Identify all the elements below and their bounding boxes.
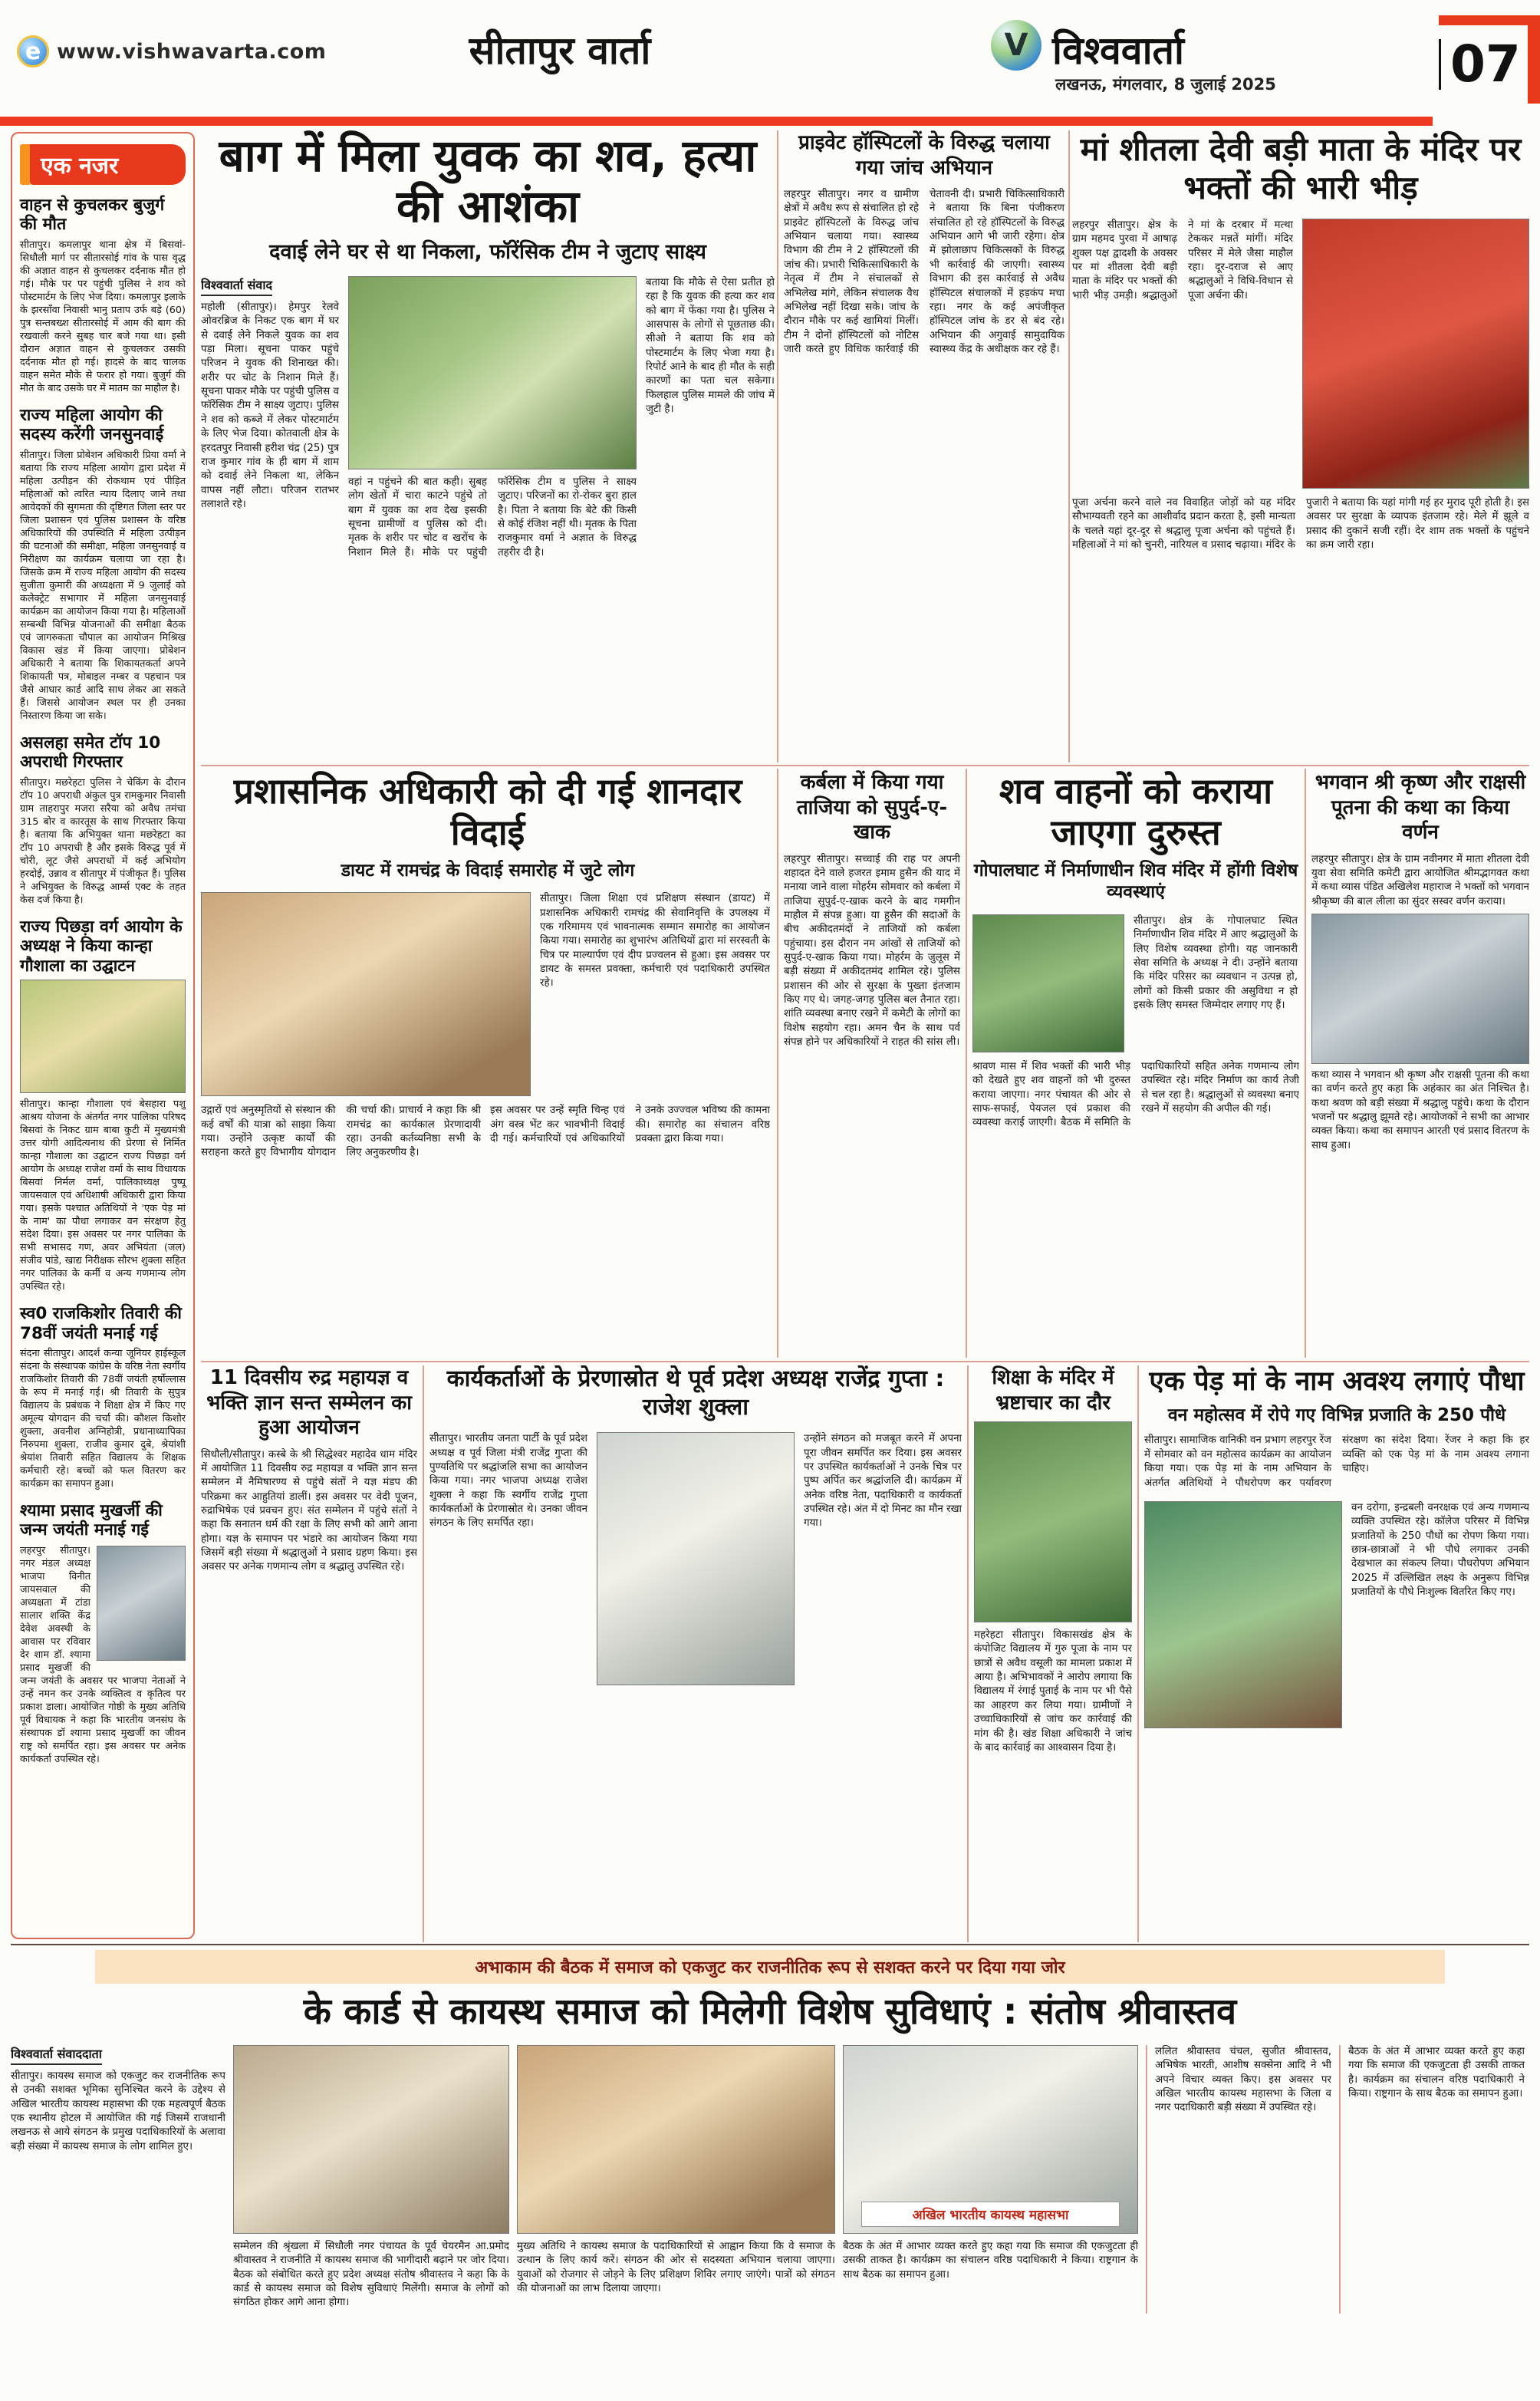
vishwavarta-globe-logo-icon (991, 20, 1041, 71)
story-text: कथा व्यास ने भगवान श्री कृष्ण और राक्षसी पूतना की कथा का वर्णन करते हुए कहा कि अहंकार का अंत निश्चित है। कथा श्रवण को बड़ी संख्या में श्रद्धालु पहुंचे। कथा के दौरान भजनों पर श्रद्धालु झूमते रहे। आयोजकों ने सभी का आभार व्यक्त किया। कथा का समापन आरती एवं प्रसाद वितरण के साथ हुआ। (1311, 1069, 1529, 1151)
headline: एक पेड़ मां के नाम अवश्य लगाएं पौधा (1149, 1366, 1525, 1397)
story-text: लहरपुर सीतापुर। क्षेत्र के ग्राम महमद पुरवा में आषाढ़ शुक्ल पक्ष द्वादशी के अवसर पर मां शीतला देवी बड़ी माता के मंदिर पर भक्तों की भारी भीड़ उमड़ी। श्रद्धालुओं ने मां के दरबार में मत्था टेककर मन्नतें मांगीं। मंदिर परिसर में मेले जैसा माहौल रहा। दूर-दराज से आए श्रद्धालुओं ने विधि-विधान से पूजा अर्चना की। (1072, 219, 1293, 301)
photo-meeting-group-1 (233, 2045, 509, 2234)
story-rajendra-gupta-tribute (429, 1365, 962, 1942)
story-text: लहरपुर सीतापुर। क्षेत्र के ग्राम नवीनगर में माता शीतला देवी युवा सेवा समिति कमेटी द्वारा आयोजित श्रीमद्भागवत कथा में कथा व्यास पंडित अखिलेश महाराज ने भक्तों को भगवान श्रीकृष्ण की बाल लीला का सुंदर सस्वर वर्णन कराया। (1311, 853, 1529, 907)
byline: विश्ववार्ता संवाददाता (11, 2045, 102, 2065)
story-text: महोली (सीतापुर)। हेमपुर रेलवे ओवरब्रिज के निकट एक बाग में घर से दवाई लेने निकले युवक का शव पड़ा मिला। सूचना पाकर पहुंचे परिजन ने युवक की शिनाख्त की। शरीर पर चोट के निशान मिले हैं। सूचना पाकर मौके पर पहुंची पुलिस व फॉरेंसिक टीम ने साक्ष्य जुटाए। पुलिस ने शव को कब्जे में लेकर पोस्टमार्टम के लिए भेज दिया। कोतवाली क्षेत्र के हरदतपुर निवासी हरीश चंद्र (25) पुत्र राज कुमार गांव के ही बाग में शाम को दवाई लेने निकला था, लेकिन वापस नहीं लौटा। परिजन रातभर तलाशते रहे। (201, 301, 339, 510)
text-column (540, 892, 770, 1096)
story-text: वहां न पहुंचने की बात कही। सुबह लोग खेतों में चारा काटने पहुंचे तो बाग में युवक का शव देख इसकी सूचना ग्रामीणों व पुलिस को दी। मृतक के शरीर पर चोट व खरोंच के निशान मिले हैं। मौके पर पहुंची फॉरेंसिक टीम व पुलिस ने साक्ष्य जुटाए। परिजनों का रो-रोकर बुरा हाल है। पिता ने बताया कि बेटे की किसी से कोई रंजिश नहीं थी। मृतक के पिता राजकुमार वर्मा ने अज्ञात के विरुद्ध तहरीर दी है। (348, 476, 637, 558)
row-separator (201, 1361, 1529, 1362)
text-column (804, 1432, 962, 1685)
photo-text-stack (843, 2045, 1138, 2314)
story-text: सीतापुर। जिला शिक्षा एवं प्रशिक्षण संस्थान (डायट) में प्रशासनिक अधिकारी रामचंद्र की सेवानिवृत्ति के उपलक्ष्य में एक गरिमामय एवं भावनात्मक सम्मान समारोह का आयोजन किया गया। समारोह का शुभारंभ अतिथियों द्वारा मां सरस्वती के चित्र पर माल्यार्पण एवं दीप प्रज्वलन से हुआ। इस अवसर पर डायट के समस्त प्रवक्ता, कर्मचारी एवं पदाधिकारी उपस्थित रहे। (540, 893, 770, 990)
photo-mahasabha-group (843, 2045, 1138, 2234)
story-text: श्रावण मास में शिव भक्तों की भारी भीड़ को देखते हुए शव वाहनों को भी दुरुस्त कराया जाएगा। नगर पंचायत की ओर से साफ-सफाई, पेयजल एवं प्रकाश की व्यवस्था कराई जाएगी। बैठक में समिति के पदाधिकारियों सहित अनेक गणमान्य लोग उपस्थित रहे। मंदिर निर्माण का कार्य तेजी से चल रहा है। श्रद्धालुओं से व्यवस्था बनाए रखने में सहयोग की अपील की गई। (972, 1061, 1299, 1129)
brief-headline: राज्य पिछड़ा वर्ग आयोग के अध्यक्ष ने किया कान्हा गौशाला का उद्घाटन (20, 917, 183, 976)
photo-katha-gathering (1311, 914, 1529, 1064)
tree-columns (1144, 1501, 1529, 1728)
bottom-section-rule (11, 1944, 1529, 1945)
photo-column (1302, 219, 1529, 489)
column-separator (777, 769, 778, 1358)
story-text: बैठक के अंत में आभार व्यक्त करते हुए कहा गया कि समाज की एकजुटता ही उसकी ताकत है। कार्यक्रम का संचालन वरिष्ठ पदाधिकारी ने किया। राष्ट्रगान के साथ बैठक का समापन हुआ। (843, 2241, 1138, 2281)
sheetla-columns (1072, 219, 1529, 489)
headline: के कार्ड से कायस्थ समाज को मिलेगी विशेष सुविधाएं : संतोष श्रीवास्तव (303, 1991, 1237, 2033)
column-separator (966, 769, 967, 1358)
headline: मां शीतला देवी बड़ी माता के मंदिर पर भक्तों की भारी भीड़ (1080, 130, 1522, 207)
one-glance-badge (20, 144, 186, 185)
headline: भगवान श्री कृष्ण और राक्षसी पूतना की कथा का किया वर्णन (1315, 771, 1526, 844)
column-separator (1137, 1365, 1139, 1942)
farewell-columns (201, 892, 775, 1096)
brief-body: लहरपुर सीतापुर। नगर मंडल अध्यक्ष भाजपा विनीत जायसवाल की अध्यक्षता में टांडा सालार शक्ति केंद्र देवेश अवस्थी के आवास पर रविवार देर शाम डॉ. श्यामा प्रसाद मुखर्जी की जन्म जयंती के अवसर पर भाजपा नेताओं ने उन्हें नमन कर उनके व्यक्तित्व व कृतित्व पर प्रकाश डाला। आयोजित गोष्ठी के मुख्य अतिथि पूर्व विधायक ने कहा कि भारतीय जनसंघ के संस्थापक डॉ श्यामा प्रसाद मुखर्जी का जीवन राष्ट्र को समर्पित रहा। इस अवसर पर अनेक कार्यकर्ता उपस्थित रहे। (20, 1544, 186, 1765)
story-karbala (784, 770, 960, 1356)
photo-gaushala-inauguration (20, 980, 186, 1093)
ie-browser-icon: e (17, 35, 49, 68)
headline: कार्यकर्ताओं के प्रेरणास्रोत थे पूर्व प्रदेश अध्यक्ष राजेंद्र गुप्ता : राजेश शुक्ला (446, 1365, 945, 1421)
workers-columns (429, 1432, 962, 1685)
text-column (1134, 914, 1298, 1052)
subtitle: गोपालघाट में निर्माणाधीन शिव मंदिर में होंगी विशेष व्यवस्थाएं (973, 860, 1298, 903)
text-column (646, 276, 775, 563)
story-sheetla-temple (1072, 130, 1529, 762)
text-column (201, 1104, 481, 1163)
brief-body: संदना सीतापुर। आदर्श कन्या जूनियर हाईस्कूल संदना के संस्थापक कांग्रेस के वरिष्ठ नेता स्वर्गीय राजकिशोर तिवारी की 78वीं जयंती हर्षोल्लास के रूप में मनाई गई। श्री तिवारी के सुपुत्र विद्यालय के प्रबंधक ने शिक्षा क्षेत्र में किए गए अमूल्य योगदान की चर्चा की। कौशल किशोर शुक्ला, अवनीश अग्निहोत्री, प्रधानाध्यापिका निरुपमा शुक्ला, राजीव कुमार दुबे, श्रेयांशी श्रेयांश तिवारी सहित विद्यालय के शिक्षक कर्मचारी रहे। बच्चों को फल वितरण कर कार्यक्रम का समापन हुआ। (20, 1347, 186, 1490)
story-text: मुख्य अतिथि ने कायस्थ समाज के पदाधिकारियों से आह्वान किया कि वे समाज के उत्थान के लिए कार्य करें। संगठन की ओर से सदस्यता अभियान चलाया जाएगा। युवाओं को रोजगार से जोड़ने के लिए प्रशिक्षण शिविर लगाए जाएंगे। पात्रों को संगठन की योजनाओं का लाभ दिलाया जाएगा। (517, 2241, 835, 2295)
text-column (1146, 2045, 1331, 2314)
brief-headline: श्यामा प्रसाद मुखर्जी की जन्म जयंती मनाई गई (20, 1501, 163, 1540)
brief-body: सीतापुर। मछरेहटा पुलिस ने चेकिंग के दौरान टॉप 10 अपराधी अंकुल पुत्र रामकुमार निवासी ग्राम ताहरापुर मजरा सरैया को अवैध तमंचा 315 बोर व कारतूस के साथ गिरफ्तार किया है। बताया कि अभियुक्त थाना मछरेहटा का टॉप 10 अपराधी है और इसके विरुद्ध पूर्व में चोरी, लूट जैसे अपराधों में कई अभियोग हरदोई, उन्नाव व सीतापुर में पंजीकृत हैं। पुलिस ने अभियुक्त के विरुद्ध आर्म्स एक्ट के तहत केस दर्ज किया है। (20, 776, 186, 906)
photo-shiv-mandir (972, 914, 1124, 1052)
text-column (490, 1104, 770, 1163)
story-text: वन दरोगा, इन्द्रबली वनरक्षक एवं अन्य गणमान्य व्यक्ति उपस्थित रहे। कॉलेज परिसर में विभिन्न प्रजातियों के 250 पौधों का रोपण किया गया। छात्र-छात्राओं ने भी पौधे लगाकर उनकी देखभाल का संकल्प लिया। पौधरोपण अभियान 2025 में उल्लिखित लक्ष्य के अनुरूप विभिन्न प्रजातियों के पौधे निःशुल्क वितरित किए गए। (1351, 1501, 1529, 1599)
photo-farewell-ceremony (201, 892, 531, 1096)
story-text: लहरपुर सीतापुर। सच्चाई की राह पर अपनी शहादत देने वाले हजरत इमाम हुसैन की याद में मनाया जाने वाला मोहर्रम सोमवार को कर्बला में ताजिया सुपुर्द-ए-खाक करने के बाद गमगीन माहौल में संपन्न हुआ। या हुसैन की सदाओं के बीच अकीदतमंदों ने ताजियों को कर्बला पहुंचाया। इस दौरान नम आंखों से ताजियों को सुपुर्द-ए-खाक किया गया। मोहर्रम के जुलूस में बड़ी संख्या में अकीदतमंद शामिल रहे। पुलिस प्रशासन की ओर से सुरक्षा के पुख्ता इंतजाम किए गए थे। जगह-जगह पुलिस बल तैनात रहा। शांति व्यवस्था बनाए रखने में कमेटी के लोगों का विशेष सहयोग रहा। अमन चैन के साथ पर्व संपन्न होने पर अधिकारियों ने राहत की सांस ली। (784, 853, 960, 1049)
story-text: महरेहटा सीतापुर। विकासखंड क्षेत्र के कंपोजिट विद्यालय में गुरु पूजा के नाम पर छात्रों से अवैध वसूली का मामला प्रकाश में आया है। अभिभावकों ने आरोप लगाया कि विद्यालय में रंगाई पुताई के नाम पर भी पैसे का आहरण कर लिया गया। ग्रामीणों ने उच्चाधिकारियों से जांच कर कार्रवाई की मांग की है। खंड शिक्षा अधिकारी ने जांच के बाद कार्रवाई का आश्वासन दिया है। (974, 1629, 1132, 1754)
brief-body: सीतापुर। कान्हा गौशाला एवं बेसहारा पशु आश्रय योजना के अंतर्गत नगर पालिका परिषद बिसवां के निकट ग्राम बाबा कुटी में मुख्यमंत्री उत्तर योगी आदित्यनाथ की प्रेरणा से निर्मित कान्हा गौशाला का उद्घाटन राज्य पिछड़ा वर्ग आयोग के अध्यक्ष राजेश वर्मा के साथ विधायक बिसवां निर्मल वर्मा, पालिकाध्यक्ष पुष्पू जायसवाल एवं अधिशाषी अधिकारी द्वारा किया गया। इसके पश्चात अतिथियों ने 'एक पेड़ मां के नाम' का पौधा लगाकर वन संरक्षण हेतु संदेश दिया। इस अवसर पर नगर पालिका के सभी सभासद गण, अवर अभियंता (जल) संजीव पांडे, खाद्य निरीक्षक सौरभ शुक्ला सहित नगर पालिका के कर्मी व अन्य गणमान्य लोग उपस्थित रहे। (20, 1098, 186, 1293)
one-glance-label: एक नजर (30, 144, 186, 185)
section-title: सीतापुर वार्ता (469, 28, 651, 73)
badge-orange-strip (20, 144, 30, 185)
story-private-hospitals (784, 130, 1065, 762)
story-text: सम्मेलन की श्रृंखला में सिधौली नगर पंचायत के पूर्व चेयरमैन आ.प्रमोद श्रीवास्तव ने राजनीति में कायस्थ समाज की भागीदारी बढ़ाने पर जोर दिया। बैठक को संबोधित करते हुए प्रदेश अध्यक्ष संतोष श्रीवास्तव ने कहा कि के कार्ड से कायस्थ समाज को विशेष सुविधाएं मिलेंगी। समाज के लोगों को संगठित होकर आगे आना होगा। (233, 2241, 509, 2309)
center-column (348, 276, 637, 563)
subtitle: डायट में रामचंद्र के विदाई समारोह में जुटे लोग (341, 860, 635, 881)
photo-sapling-planting (1144, 1501, 1342, 1728)
story-education-corruption (974, 1365, 1132, 1942)
one-glance-column (11, 132, 195, 1939)
kicker-strip: अभाकाम की बैठक में समाज को एकजुट कर राजनीतिक रूप से सशक्त करने पर दिया गया जोर (95, 1950, 1445, 1984)
story-krishna-katha (1311, 770, 1529, 1356)
photo-mukherjee-anniversary (97, 1546, 186, 1661)
brief-body: सीतापुर। कमलापुर थाना क्षेत्र में बिसवां-सिधौली मार्ग पर सीतारसोई गांव के पास वृद्ध की अज्ञात वाहन से कुचलकर दर्दनाक मौत हो गई। मौके पर पर पहुंची पुलिस ने शव को पोस्टमार्टम के लिए भेज दिया। कमलापुर इलाके के झरसाँवा निवासी भानु प्रताप उर्फ बड़े (60) पुत्र सन्तबख्श सीतारसोई में आम की बाग की रखवाली करने सुबह चार बजे गया था। इसी दौरान अज्ञात वाहन से कुचलकर उसकी दर्दनाक मौत हो गई। हादसे के बाद चालक वाहन समेत मौके से फरार हो गया। बुजुर्ग की मौत के बाद उसके घर में मातम का माहौल है। (20, 239, 186, 394)
hearse-columns (972, 914, 1299, 1052)
page-number: 07 (1439, 39, 1521, 90)
brief-headline: असलहा समेत टॉप 10 अपराधी गिरफ्तार (20, 733, 161, 772)
story-text: उन्होंने संगठन को मजबूत करने में अपना पूरा जीवन समर्पित कर दिया। इस अवसर पर उपस्थित कार्यकर्ताओं ने उनके चित्र पर पुष्प अर्पित कर श्रद्धांजलि दी। कार्यक्रम में अनेक वरिष्ठ नेता, पदाधिकारी व कार्यकर्ता उपस्थित रहे। अंत में दो मिनट का मौन रखा गया। (804, 1433, 962, 1530)
story-tree-plantation (1144, 1365, 1529, 1942)
story-text: बताया कि मौके से ऐसा प्रतीत हो रहा है कि युवक की हत्या कर शव को बाग में फेंका गया है। पुलिस ने आसपास के लोगों से पूछताछ की। सीओ ने बताया कि शव को पोस्टमार्टम के लिए भेजा गया है। रिपोर्ट आने के बाद ही मौत के सही कारणों का पता चल सकेगा। फिलहाल पुलिस मामले की जांच में जुटी है। (646, 276, 775, 416)
headline: प्रशासनिक अधिकारी को दी गई शानदार विदाई (233, 770, 742, 854)
text-column (1351, 1501, 1529, 1728)
column-separator (777, 130, 778, 762)
photo-crowd-orchard (348, 276, 637, 469)
text-column (11, 2045, 225, 2314)
story-rudra-mahayagya (201, 1365, 417, 1942)
photo-meeting-speakers (517, 2045, 835, 2234)
header-rule (0, 117, 1433, 126)
story-body-found (201, 130, 775, 762)
photo-text-stack (517, 2045, 835, 2314)
story-text: सिधौली/सीतापुर। कस्बे के श्री सिद्धेश्वर महादेव धाम मंदिर में आयोजित 11 दिवसीय रुद्र महायज्ञ व भक्ति ज्ञान सन्त सम्मेलन में नैमिषारण्य से पहुंचे संतों ने यज्ञ मंडप की परिक्रमा कर आहुतियां डालीं। इस अवसर पर वेदी पूजन, रुद्राभिषेक एवं प्रवचन हुए। संत सम्मेलन में पहुंचे संतों ने कहा कि सनातन धर्म की रक्षा के लिए सभी को आगे आना होगा। यज्ञ के समापन पर भंडारे का आयोजन किया गया जिसमें बड़ी संख्या में श्रद्धालुओं ने प्रसाद ग्रहण किया। इस अवसर पर अनेक गणमान्य लोग व श्रद्धालु उपस्थित रहे। (201, 1448, 417, 1573)
main-subtitle: दवाई लेने घर से था निकला, फॉरेंसिक टीम ने जुटाए साक्ष्य (269, 240, 706, 265)
brand-name: विश्ववार्ता (1052, 28, 1184, 73)
photo-banner-text: अखिल भारतीय कायस्थ महासभा (861, 2202, 1120, 2227)
headline: 11 दिवसीय रुद्र महायज्ञ व भक्ति ज्ञान सन्त सम्मेलन का हुआ आयोजन (206, 1366, 412, 1439)
text-column (1072, 219, 1293, 489)
photo-text-stack (233, 2045, 509, 2314)
photo-tribute-meeting (597, 1432, 795, 1685)
page-number-box (1439, 15, 1540, 104)
photo-column (597, 1432, 795, 1685)
row-separator (201, 765, 1529, 766)
headline: कर्बला में किया गया ताजिया को सुपुर्द-ए-खाक (796, 771, 948, 844)
website-url: www.vishwavarta.com (57, 40, 327, 64)
story-kayastha-mahasabha (11, 1950, 1529, 2392)
text-column (1339, 2045, 1525, 2314)
column-separator (423, 1365, 424, 1942)
logo-letter: V (1004, 28, 1028, 63)
headline: शिक्षा के मंदिर में भ्रष्टाचार का दौर (992, 1366, 1114, 1415)
farewell-lower (201, 1104, 775, 1163)
photo-column (972, 914, 1124, 1052)
main-headline: बाग में मिला युवक का शव, हत्या की आशंका (219, 130, 757, 233)
story-text: पूजा अर्चना करने वाले नव विवाहित जोड़ों को यह मंदिर सौभाग्यवती रहने का आशीर्वाद प्रदान करता है, इसी मान्यता के चलते यहां दूर-दूर से श्रद्धालु पूजा अर्चना को पहुंचते हैं। महिलाओं ने मां को चुनरी, नारियल व प्रसाद चढ़ाया। मंदिर के पुजारी ने बताया कि यहां मांगी गई हर मुराद पूरी होती है। इस अवसर पर सुरक्षा के व्यापक इंतजाम रहे। मेले में झूले व प्रसाद की दुकानें सजी रहीं। देर शाम तक भक्तों के पहुंचने का क्रम जारी रहा। (1072, 496, 1529, 551)
photo-column (201, 892, 531, 1096)
brief-headline: राज्य महिला आयोग की सदस्य करेंगी जनसुनवाई (20, 405, 164, 445)
story-text: उद्गारों एवं अनुस्मृतियों से संस्थान की कई वर्षों की यात्रा को साझा किया गया। उन्होंने उत्कृष्ट कार्यों की सराहना करते हुए विभागीय योगदान की चर्चा की। प्राचार्य ने कहा कि श्री रामचंद्र का कार्यकाल प्रेरणादायी रहा। उनकी कर्तव्यनिष्ठा सभी के लिए अनुकरणीय है। (201, 1105, 481, 1159)
text-column (429, 1432, 587, 1685)
headline: शव वाहनों को कराया जाएगा दुरुस्त (999, 770, 1273, 854)
text-column (201, 276, 339, 563)
story-officer-farewell (201, 770, 775, 1356)
story-text: सीतापुर। कायस्थ समाज को एकजुट कर राजनीतिक रूप से उनकी सशक्त भूमिका सुनिश्चित करने के उद्देश्य से अखिल भारतीय कायस्थ महासभा की एक महत्वपूर्ण बैठक एक स्थानीय होटल में आयोजित की गई जिसमें राजधानी लखनऊ से आये संगठन के प्रमुख पदाधिकारियों के अलावा बड़ी संख्या में कायस्थ समाज के लोग शामिल हुए। (11, 2070, 225, 2152)
headline: प्राइवेट हॉस्पिटलों के विरुद्ध चलाया गया जांच अभियान (798, 131, 1050, 179)
column-separator (1305, 769, 1306, 1358)
main-story-columns (201, 276, 775, 563)
byline: विश्ववार्ता संवाद (201, 276, 272, 296)
photo-school-building (974, 1421, 1132, 1622)
brief-headline: स्व0 राजकिशोर तिवारी की 78वीं जयंती मनाई गई (20, 1304, 182, 1343)
story-text: लहरपुर सीतापुर। नगर व ग्रामीण क्षेत्रों में अवैध रूप से संचालित हो रहे प्राइवेट हॉस्पिटलों के विरुद्ध जांच अभियान चलाया गया। स्वास्थ्य विभाग की टीम ने 2 हॉस्पिटलों की जांच की। प्रभारी चिकित्साधिकारी के नेतृत्व में टीम ने संचालकों से अभिलेख मांगे, लेकिन संचालक वैध अभिलेख नहीं दिखा सके। जांच के दौरान मौके पर कई खामियां मिलीं। टीम ने दोनों हॉस्पिटलों को नोटिस जारी करते हुए विधिक कार्रवाई की चेतावनी दी। प्रभारी चिकित्साधिकारी ने बताया कि बिना पंजीकरण संचालित हो रहे हॉस्पिटलों के विरुद्ध अभियान आगे भी जारी रहेगा। क्षेत्र में झोलाछाप चिकित्सकों के विरुद्ध भी कार्रवाई की जाएगी। स्वास्थ्य विभाग की इस कार्रवाई से अवैध हॉस्पिटल संचालकों में हड़कंप मचा रहा। नगर के कई अपंजीकृत हॉस्पिटल जांच के डर से बंद रहे। अभियान की अगुवाई सामुदायिक स्वास्थ्य केंद्र के अधीक्षक कर रहे हैं। (784, 189, 1065, 355)
story-text: सीतापुर। भारतीय जनता पार्टी के पूर्व प्रदेश अध्यक्ष व पूर्व जिला मंत्री राजेंद्र गुप्ता की पुण्यतिथि पर श्रद्धांजलि सभा का आयोजन किया गया। नगर भाजपा अध्यक्ष राजेश शुक्ला ने कहा कि स्वर्गीय राजेंद्र गुप्ता कार्यकर्ताओं के प्रेरणास्रोत थे। उनका जीवन संगठन के लिए समर्पित रहा। (429, 1433, 587, 1530)
photo-red-temple (1302, 219, 1529, 489)
story-text: सीतापुर। क्षेत्र के गोपालघाट स्थित निर्माणाधीन शिव मंदिर में आए श्रद्धालुओं के लिए विशेष व्यवस्था होगी। यह जानकारी सेवा समिति के अध्यक्ष ने दी। उन्होंने बताया कि मंदिर परिसर का व्यवधान न उत्पन्न हो, लोगों को किसी प्रकार की असुविधा न हो इसके लिए समस्त जिम्मेदार लगाए गए हैं। (1134, 915, 1298, 1012)
story-text: बैठक के अंत में आभार व्यक्त करते हुए कहा गया कि समाज की एकजुटता ही उसकी ताकत है। कार्यक्रम का संचालन वरिष्ठ पदाधिकारी ने किया। राष्ट्रगान के साथ बैठक का समापन हुआ। (1348, 2046, 1525, 2100)
subtitle: वन महोत्सव में रोपे गए विभिन्न प्रजाति के 250 पौधे (1167, 1405, 1506, 1425)
photo-column (1144, 1501, 1342, 1728)
column-separator (1068, 130, 1070, 762)
brief-headline: वाहन से कुचलकर बुजुर्ग की मौत (20, 196, 165, 235)
story-text: सीतापुर। सामाजिक वानिकी वन प्रभाग लहरपुर रेंज में सोमवार को वन महोत्सव कार्यक्रम का आयोजन किया गया। एक पेड़ मां के नाम अभियान के अंतर्गत अतिथियों ने पौधरोपण कर पर्यावरण संरक्षण का संदेश दिया। रेंजर ने कहा कि हर व्यक्ति को एक पेड़ मां के नाम अवश्य लगाना चाहिए। (1144, 1434, 1529, 1489)
column-separator (967, 1365, 969, 1942)
edition-dateline: लखनऊ, मंगलवार, 8 जुलाई 2025 (1055, 75, 1276, 94)
brief-body: सीतापुर। जिला प्रोबेशन अधिकारी प्रिया वर्मा ने बताया कि राज्य महिला आयोग द्वारा प्रदेश में महिला उत्पीड़न की रोकथाम एवं पीड़ित महिलाओं को त्वरित न्याय दिलाए जाने तथा आवेदकों की सुगमता की दृष्टिगत जिला स्तर पर जिला प्रशासन एवं पुलिस प्रशासन के वरिष्ठ अधिकारियों की उपस्थिति में महिला उत्पीड़न की घटनाओं की समीक्षा, महिला जनसुनवाई व निरीक्षण का कार्यक्रम चलाया जा रहा है। जिसके क्रम में राज्य महिला आयोग की सदस्य सुजीता कुमारी की अध्यक्षता में 9 जुलाई को कलेक्ट्रेट सभागार में महिला जनसुनवाई कार्यक्रम का आयोजन किया गया है। महिलाओं सम्बन्धी विभिन्न योजनाओं की समीक्षा बैठक एवं जागरुकता चौपाल का आयोजन मिश्रिख विकास खंड में किया जाएगा। प्रोबेशन अधिकारी ने बताया कि शिकायतकर्ता अपने शिकायती पत्र, मोबाइल नम्बर व पहचान पत्र जैसे आधार कार्ड आदि साथ लेकर आ सकते हैं। जिससे आयोजन स्थल पर ही उनका निस्तारण किया जा सके। (20, 449, 186, 722)
story-text: ललित श्रीवास्तव चंचल, सुजीत श्रीवास्तव, अभिषेक भारती, आशीष सक्सेना आदि ने भी अपने विचार व्यक्त किए। इस अवसर पर अखिल भारतीय कायस्थ महासभा के जिला व नगर पदाधिकारी बड़ी संख्या में उपस्थित रहे। (1155, 2046, 1331, 2114)
story-hearse-vehicles (972, 770, 1299, 1356)
bottom-columns (11, 2045, 1529, 2314)
story-text: इस अवसर पर उन्हें स्मृति चिन्ह एवं अंग वस्त्र भेंट कर भावभीनी विदाई दी गई। कर्मचारियों एवं अधिकारियों ने उनके उज्ज्वल भविष्य की कामना की। समारोह का संचालन वरिष्ठ प्रवक्ता द्वारा किया गया। (490, 1105, 770, 1145)
